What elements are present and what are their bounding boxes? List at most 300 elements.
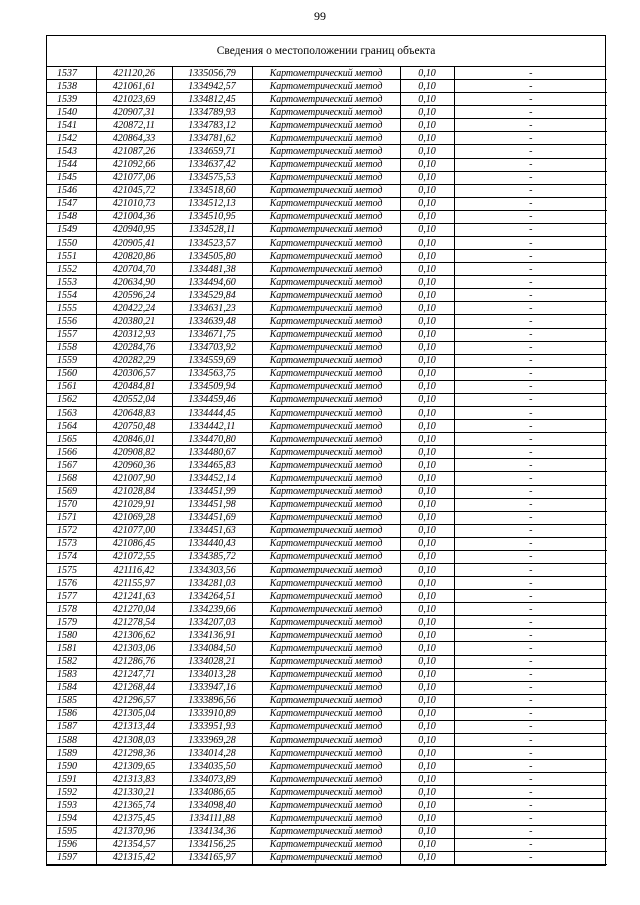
note-cell: - [454, 694, 607, 707]
y-coordinate-cell: 1334942,57 [172, 80, 252, 93]
point-number-cell: 1541 [47, 119, 96, 132]
y-coordinate-cell: 1334509,94 [172, 380, 252, 393]
accuracy-cell: 0,10 [400, 511, 454, 524]
point-number-cell: 1572 [47, 524, 96, 537]
table-row [47, 276, 607, 289]
point-number-cell: 1539 [47, 93, 96, 106]
accuracy-cell: 0,10 [400, 668, 454, 681]
table-row [47, 590, 607, 603]
note-cell: - [454, 354, 607, 367]
y-coordinate-cell: 1334789,93 [172, 106, 252, 119]
table-row [47, 158, 607, 171]
method-cell: Картометрический метод [252, 629, 400, 642]
point-number-cell: 1561 [47, 380, 96, 393]
y-coordinate-cell: 1334518,60 [172, 184, 252, 197]
x-coordinate-cell: 421023,69 [96, 93, 172, 106]
accuracy-cell: 0,10 [400, 158, 454, 171]
accuracy-cell: 0,10 [400, 80, 454, 93]
note-cell: - [454, 197, 607, 210]
accuracy-cell: 0,10 [400, 302, 454, 315]
table-row [47, 616, 607, 629]
table-row [47, 694, 607, 707]
method-cell: Картометрический метод [252, 171, 400, 184]
table-row [47, 315, 607, 328]
y-coordinate-cell: 1334510,95 [172, 210, 252, 223]
accuracy-cell: 0,10 [400, 616, 454, 629]
accuracy-cell: 0,10 [400, 733, 454, 746]
note-cell: - [454, 106, 607, 119]
note-cell: - [454, 524, 607, 537]
x-coordinate-cell: 421061,61 [96, 80, 172, 93]
table-row [47, 80, 607, 93]
method-cell: Картометрический метод [252, 354, 400, 367]
table-row [47, 563, 607, 576]
table-row [47, 747, 607, 760]
table-row [47, 302, 607, 315]
table-row [47, 668, 607, 681]
accuracy-cell: 0,10 [400, 485, 454, 498]
method-cell: Картометрический метод [252, 119, 400, 132]
method-cell: Картометрический метод [252, 694, 400, 707]
accuracy-cell: 0,10 [400, 590, 454, 603]
table-row [47, 237, 607, 250]
accuracy-cell: 0,10 [400, 250, 454, 263]
point-number-cell: 1544 [47, 158, 96, 171]
note-cell: - [454, 786, 607, 799]
table-row [47, 524, 607, 537]
point-number-cell: 1584 [47, 681, 96, 694]
table-row [47, 250, 607, 263]
x-coordinate-cell: 421028,84 [96, 485, 172, 498]
note-cell: - [454, 472, 607, 485]
accuracy-cell: 0,10 [400, 550, 454, 563]
y-coordinate-cell: 1333947,16 [172, 681, 252, 694]
x-coordinate-cell: 420940,95 [96, 223, 172, 236]
point-number-cell: 1538 [47, 80, 96, 93]
table-row [47, 838, 607, 851]
method-cell: Картометрический метод [252, 184, 400, 197]
x-coordinate-cell: 421116,42 [96, 563, 172, 576]
table-row [47, 642, 607, 655]
method-cell: Картометрический метод [252, 393, 400, 406]
method-cell: Картометрический метод [252, 420, 400, 433]
x-coordinate-cell: 421072,55 [96, 550, 172, 563]
table-row [47, 511, 607, 524]
note-cell: - [454, 498, 607, 511]
table-row [47, 67, 607, 80]
x-coordinate-cell: 421268,44 [96, 681, 172, 694]
table-row [47, 341, 607, 354]
y-coordinate-cell: 1334442,11 [172, 420, 252, 433]
y-coordinate-cell: 1334494,60 [172, 276, 252, 289]
note-cell: - [454, 629, 607, 642]
x-coordinate-cell: 420284,76 [96, 341, 172, 354]
point-number-cell: 1547 [47, 197, 96, 210]
point-number-cell: 1586 [47, 707, 96, 720]
x-coordinate-cell: 421305,04 [96, 707, 172, 720]
table-row [47, 603, 607, 616]
page-number: 99 [314, 9, 326, 23]
y-coordinate-cell: 1334512,13 [172, 197, 252, 210]
accuracy-cell: 0,10 [400, 171, 454, 184]
table-row [47, 328, 607, 341]
accuracy-cell: 0,10 [400, 380, 454, 393]
accuracy-cell: 0,10 [400, 577, 454, 590]
method-cell: Картометрический метод [252, 760, 400, 773]
accuracy-cell: 0,10 [400, 498, 454, 511]
note-cell: - [454, 812, 607, 825]
accuracy-cell: 0,10 [400, 289, 454, 302]
point-number-cell: 1546 [47, 184, 96, 197]
accuracy-cell: 0,10 [400, 354, 454, 367]
table-row [47, 681, 607, 694]
note-cell: - [454, 603, 607, 616]
point-number-cell: 1560 [47, 367, 96, 380]
table-row [47, 289, 607, 302]
x-coordinate-cell: 421298,36 [96, 747, 172, 760]
accuracy-cell: 0,10 [400, 145, 454, 158]
method-cell: Картометрический метод [252, 563, 400, 576]
note-cell: - [454, 184, 607, 197]
accuracy-cell: 0,10 [400, 603, 454, 616]
table-row [47, 132, 607, 145]
y-coordinate-cell: 1333896,56 [172, 694, 252, 707]
y-coordinate-cell: 1334470,80 [172, 433, 252, 446]
method-cell: Картометрический метод [252, 485, 400, 498]
method-cell: Картометрический метод [252, 498, 400, 511]
x-coordinate-cell: 421155,97 [96, 577, 172, 590]
x-coordinate-cell: 420864,33 [96, 132, 172, 145]
method-cell: Картометрический метод [252, 106, 400, 119]
note-cell: - [454, 733, 607, 746]
note-cell: - [454, 223, 607, 236]
accuracy-cell: 0,10 [400, 237, 454, 250]
x-coordinate-cell: 420907,31 [96, 106, 172, 119]
accuracy-cell: 0,10 [400, 812, 454, 825]
point-number-cell: 1594 [47, 812, 96, 825]
point-number-cell: 1581 [47, 642, 96, 655]
note-cell: - [454, 747, 607, 760]
method-cell: Картометрический метод [252, 223, 400, 236]
method-cell: Картометрический метод [252, 237, 400, 250]
x-coordinate-cell: 421087,26 [96, 145, 172, 158]
note-cell: - [454, 459, 607, 472]
point-number-cell: 1578 [47, 603, 96, 616]
x-coordinate-cell: 421286,76 [96, 655, 172, 668]
y-coordinate-cell: 1334440,43 [172, 537, 252, 550]
x-coordinate-cell: 420634,90 [96, 276, 172, 289]
point-number-cell: 1587 [47, 720, 96, 733]
point-number-cell: 1571 [47, 511, 96, 524]
note-cell: - [454, 616, 607, 629]
table-row [47, 812, 607, 825]
y-coordinate-cell: 1334451,69 [172, 511, 252, 524]
point-number-cell: 1588 [47, 733, 96, 746]
accuracy-cell: 0,10 [400, 184, 454, 197]
accuracy-cell: 0,10 [400, 67, 454, 80]
x-coordinate-cell: 420282,29 [96, 354, 172, 367]
note-cell: - [454, 67, 607, 80]
point-number-cell: 1574 [47, 550, 96, 563]
method-cell: Картометрический метод [252, 380, 400, 393]
x-coordinate-cell: 420648,83 [96, 407, 172, 420]
note-cell: - [454, 590, 607, 603]
table-row [47, 720, 607, 733]
y-coordinate-cell: 1333910,89 [172, 707, 252, 720]
method-cell: Картометрический метод [252, 681, 400, 694]
accuracy-cell: 0,10 [400, 263, 454, 276]
note-cell: - [454, 433, 607, 446]
method-cell: Картометрический метод [252, 459, 400, 472]
accuracy-cell: 0,10 [400, 629, 454, 642]
note-cell: - [454, 655, 607, 668]
table-row [47, 184, 607, 197]
accuracy-cell: 0,10 [400, 563, 454, 576]
y-coordinate-cell: 1334465,83 [172, 459, 252, 472]
x-coordinate-cell: 421029,91 [96, 498, 172, 511]
coordinates-table-frame [46, 35, 606, 866]
note-cell: - [454, 577, 607, 590]
y-coordinate-cell: 1334264,51 [172, 590, 252, 603]
y-coordinate-cell: 1334111,88 [172, 812, 252, 825]
table-row [47, 733, 607, 746]
method-cell: Картометрический метод [252, 145, 400, 158]
point-number-cell: 1557 [47, 328, 96, 341]
table-row [47, 380, 607, 393]
y-coordinate-cell: 1334165,97 [172, 851, 252, 864]
note-cell: - [454, 563, 607, 576]
y-coordinate-cell: 1334703,92 [172, 341, 252, 354]
table-row [47, 197, 607, 210]
point-number-cell: 1564 [47, 420, 96, 433]
table-row [47, 433, 607, 446]
x-coordinate-cell: 421004,36 [96, 210, 172, 223]
accuracy-cell: 0,10 [400, 341, 454, 354]
table-row [47, 210, 607, 223]
note-cell: - [454, 393, 607, 406]
x-coordinate-cell: 421270,04 [96, 603, 172, 616]
y-coordinate-cell: 1335056,79 [172, 67, 252, 80]
note-cell: - [454, 760, 607, 773]
note-cell: - [454, 668, 607, 681]
y-coordinate-cell: 1334444,45 [172, 407, 252, 420]
y-coordinate-cell: 1333951,93 [172, 720, 252, 733]
note-cell: - [454, 485, 607, 498]
method-cell: Картометрический метод [252, 367, 400, 380]
x-coordinate-cell: 421247,71 [96, 668, 172, 681]
point-number-cell: 1579 [47, 616, 96, 629]
x-coordinate-cell: 421077,06 [96, 171, 172, 184]
x-coordinate-cell: 421278,54 [96, 616, 172, 629]
x-coordinate-cell: 421296,57 [96, 694, 172, 707]
point-number-cell: 1575 [47, 563, 96, 576]
y-coordinate-cell: 1334639,48 [172, 315, 252, 328]
x-coordinate-cell: 421309,65 [96, 760, 172, 773]
point-number-cell: 1555 [47, 302, 96, 315]
accuracy-cell: 0,10 [400, 472, 454, 485]
note-cell: - [454, 681, 607, 694]
table-row [47, 263, 607, 276]
point-number-cell: 1591 [47, 773, 96, 786]
point-number-cell: 1540 [47, 106, 96, 119]
point-number-cell: 1597 [47, 851, 96, 864]
x-coordinate-cell: 421365,74 [96, 799, 172, 812]
table-row [47, 577, 607, 590]
y-coordinate-cell: 1334528,11 [172, 223, 252, 236]
accuracy-cell: 0,10 [400, 393, 454, 406]
point-number-cell: 1595 [47, 825, 96, 838]
y-coordinate-cell: 1334156,25 [172, 838, 252, 851]
method-cell: Картометрический метод [252, 773, 400, 786]
accuracy-cell: 0,10 [400, 106, 454, 119]
point-number-cell: 1593 [47, 799, 96, 812]
table-row [47, 707, 607, 720]
method-cell: Картометрический метод [252, 603, 400, 616]
note-cell: - [454, 119, 607, 132]
method-cell: Картометрический метод [252, 747, 400, 760]
accuracy-cell: 0,10 [400, 642, 454, 655]
y-coordinate-cell: 1334505,80 [172, 250, 252, 263]
y-coordinate-cell: 1334563,75 [172, 367, 252, 380]
accuracy-cell: 0,10 [400, 93, 454, 106]
note-cell: - [454, 642, 607, 655]
point-number-cell: 1554 [47, 289, 96, 302]
accuracy-cell: 0,10 [400, 537, 454, 550]
note-cell: - [454, 446, 607, 459]
method-cell: Картометрический метод [252, 590, 400, 603]
point-number-cell: 1545 [47, 171, 96, 184]
table-row [47, 119, 607, 132]
accuracy-cell: 0,10 [400, 315, 454, 328]
x-coordinate-cell: 421045,72 [96, 184, 172, 197]
x-coordinate-cell: 420908,82 [96, 446, 172, 459]
y-coordinate-cell: 1334559,69 [172, 354, 252, 367]
point-number-cell: 1542 [47, 132, 96, 145]
accuracy-cell: 0,10 [400, 681, 454, 694]
point-number-cell: 1573 [47, 537, 96, 550]
x-coordinate-cell: 421313,83 [96, 773, 172, 786]
y-coordinate-cell: 1334084,50 [172, 642, 252, 655]
note-cell: - [454, 158, 607, 171]
point-number-cell: 1585 [47, 694, 96, 707]
y-coordinate-cell: 1334481,38 [172, 263, 252, 276]
point-number-cell: 1592 [47, 786, 96, 799]
y-coordinate-cell: 1334134,36 [172, 825, 252, 838]
x-coordinate-cell: 421308,03 [96, 733, 172, 746]
accuracy-cell: 0,10 [400, 446, 454, 459]
y-coordinate-cell: 1334028,21 [172, 655, 252, 668]
y-coordinate-cell: 1334659,71 [172, 145, 252, 158]
y-coordinate-cell: 1334529,84 [172, 289, 252, 302]
accuracy-cell: 0,10 [400, 433, 454, 446]
note-cell: - [454, 132, 607, 145]
method-cell: Картометрический метод [252, 786, 400, 799]
point-number-cell: 1569 [47, 485, 96, 498]
y-coordinate-cell: 1334086,65 [172, 786, 252, 799]
x-coordinate-cell: 420960,36 [96, 459, 172, 472]
table-row [47, 472, 607, 485]
point-number-cell: 1567 [47, 459, 96, 472]
method-cell: Картометрический метод [252, 733, 400, 746]
y-coordinate-cell: 1334013,28 [172, 668, 252, 681]
method-cell: Картометрический метод [252, 838, 400, 851]
note-cell: - [454, 851, 607, 864]
y-coordinate-cell: 1334239,66 [172, 603, 252, 616]
point-number-cell: 1551 [47, 250, 96, 263]
note-cell: - [454, 773, 607, 786]
x-coordinate-cell: 421303,06 [96, 642, 172, 655]
x-coordinate-cell: 421120,26 [96, 67, 172, 80]
table-row [47, 93, 607, 106]
table-row [47, 799, 607, 812]
point-number-cell: 1563 [47, 407, 96, 420]
y-coordinate-cell: 1334631,23 [172, 302, 252, 315]
method-cell: Картометрический метод [252, 707, 400, 720]
x-coordinate-cell: 421375,45 [96, 812, 172, 825]
note-cell: - [454, 237, 607, 250]
note-cell: - [454, 315, 607, 328]
x-coordinate-cell: 420422,24 [96, 302, 172, 315]
x-coordinate-cell: 421313,44 [96, 720, 172, 733]
method-cell: Картометрический метод [252, 302, 400, 315]
accuracy-cell: 0,10 [400, 799, 454, 812]
table-row [47, 485, 607, 498]
table-row [47, 760, 607, 773]
method-cell: Картометрический метод [252, 642, 400, 655]
y-coordinate-cell: 1334452,14 [172, 472, 252, 485]
table-row [47, 537, 607, 550]
x-coordinate-cell: 421069,28 [96, 511, 172, 524]
accuracy-cell: 0,10 [400, 328, 454, 341]
note-cell: - [454, 420, 607, 433]
accuracy-cell: 0,10 [400, 786, 454, 799]
y-coordinate-cell: 1334812,45 [172, 93, 252, 106]
coordinates-table [47, 67, 607, 865]
x-coordinate-cell: 421077,00 [96, 524, 172, 537]
table-row [47, 786, 607, 799]
x-coordinate-cell: 420306,57 [96, 367, 172, 380]
note-cell: - [454, 550, 607, 563]
y-coordinate-cell: 1334385,72 [172, 550, 252, 563]
x-coordinate-cell: 420704,70 [96, 263, 172, 276]
point-number-cell: 1559 [47, 354, 96, 367]
accuracy-cell: 0,10 [400, 851, 454, 864]
method-cell: Картометрический метод [252, 341, 400, 354]
table-row [47, 851, 607, 864]
method-cell: Картометрический метод [252, 825, 400, 838]
note-cell: - [454, 707, 607, 720]
accuracy-cell: 0,10 [400, 420, 454, 433]
point-number-cell: 1552 [47, 263, 96, 276]
x-coordinate-cell: 421086,45 [96, 537, 172, 550]
point-number-cell: 1568 [47, 472, 96, 485]
note-cell: - [454, 276, 607, 289]
accuracy-cell: 0,10 [400, 707, 454, 720]
note-cell: - [454, 838, 607, 851]
x-coordinate-cell: 421315,42 [96, 851, 172, 864]
table-row [47, 145, 607, 158]
y-coordinate-cell: 1334671,75 [172, 328, 252, 341]
note-cell: - [454, 720, 607, 733]
y-coordinate-cell: 1334523,57 [172, 237, 252, 250]
point-number-cell: 1562 [47, 393, 96, 406]
x-coordinate-cell: 421241,63 [96, 590, 172, 603]
note-cell: - [454, 210, 607, 223]
table-row [47, 550, 607, 563]
method-cell: Картометрический метод [252, 433, 400, 446]
y-coordinate-cell: 1334781,62 [172, 132, 252, 145]
method-cell: Картометрический метод [252, 67, 400, 80]
